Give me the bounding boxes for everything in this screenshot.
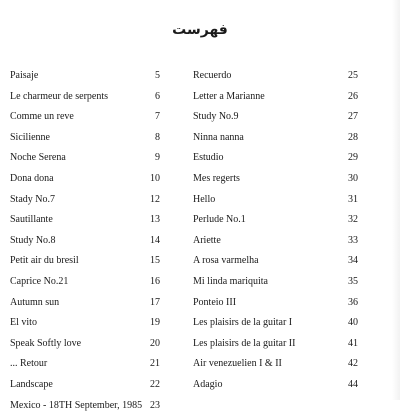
toc-entry-title: Recuerdo	[193, 66, 231, 87]
toc-entry-title: Caprice No.21	[10, 272, 68, 293]
toc-entry	[10, 293, 160, 314]
toc-entry-page: 17	[150, 293, 160, 314]
toc-entry-title: El vito	[10, 313, 37, 334]
toc-entry-page: 32	[348, 210, 358, 231]
toc-entry	[10, 107, 160, 128]
toc-entry	[193, 334, 358, 355]
toc-entry	[193, 375, 358, 396]
toc-entry-title: Estudio	[193, 148, 224, 169]
toc-entry	[10, 128, 160, 149]
toc-entry-page: 16	[150, 272, 160, 293]
toc-entry-page: 20	[150, 334, 160, 355]
toc-entry	[10, 190, 160, 211]
toc-entry-page: 44	[348, 375, 358, 396]
toc-entry	[10, 334, 160, 355]
toc-entry-title: Mexico - 18TH September, 1985	[10, 396, 142, 416]
toc-entry	[193, 354, 358, 375]
toc-entry	[10, 66, 160, 87]
toc-entry-title: Speak Softly love	[10, 334, 81, 355]
toc-entry	[193, 169, 358, 190]
toc-entry-page: 29	[348, 148, 358, 169]
toc-entry-page: 28	[348, 128, 358, 149]
toc-entry	[193, 313, 358, 334]
toc-right-column	[193, 66, 358, 396]
toc-entry-title: Mes regerts	[193, 169, 240, 190]
toc-entry-page: 35	[348, 272, 358, 293]
toc-entry-title: Les plaisirs de la guitar II	[193, 334, 295, 355]
toc-entry	[193, 66, 358, 87]
toc-entry	[10, 375, 160, 396]
toc-entry-title: Petit air du bresil	[10, 251, 79, 272]
toc-entry	[10, 87, 160, 108]
toc-entry-title: Les plaisirs de la guitar I	[193, 313, 292, 334]
toc-entry-title: Stady No.7	[10, 190, 55, 211]
toc-entry-page: 25	[348, 66, 358, 87]
toc-entry-title: ... Retour	[10, 354, 47, 375]
toc-entry	[10, 231, 160, 252]
page-edge-shadow	[392, 0, 400, 400]
toc-entry	[10, 210, 160, 231]
toc-entry-page: 22	[150, 375, 160, 396]
toc-entry-page: 27	[348, 107, 358, 128]
toc-entry-title: Adagio	[193, 375, 222, 396]
toc-entry	[193, 190, 358, 211]
toc-entry-page: 31	[348, 190, 358, 211]
toc-entry-page: 36	[348, 293, 358, 314]
toc-entry-title: Autumn sun	[10, 293, 59, 314]
toc-entry	[193, 272, 358, 293]
toc-entry	[193, 148, 358, 169]
toc-entry-page: 14	[150, 231, 160, 252]
toc-entry-title: A rosa varmelha	[193, 251, 259, 272]
toc-entry-page: 23	[150, 396, 160, 416]
toc-entry-page: 7	[155, 107, 160, 128]
toc-entry-page: 33	[348, 231, 358, 252]
toc-entry-title: Comme un reve	[10, 107, 74, 128]
toc-entry-page: 19	[150, 313, 160, 334]
toc-entry-title: Ponteio III	[193, 293, 236, 314]
toc-entry-title: Perlude No.1	[193, 210, 246, 231]
toc-entry	[10, 148, 160, 169]
toc-entry	[193, 231, 358, 252]
toc-entry	[10, 396, 160, 416]
toc-entry-title: Le charmeur de serpents	[10, 87, 108, 108]
toc-entry-title: Ariette	[193, 231, 221, 252]
toc-entry-page: 42	[348, 354, 358, 375]
toc-entry	[10, 272, 160, 293]
toc-entry-page: 12	[150, 190, 160, 211]
toc-entry	[10, 169, 160, 190]
toc-entry-page: 21	[150, 354, 160, 375]
toc-entry-title: Paisaje	[10, 66, 38, 87]
toc-entry-title: Sicilienne	[10, 128, 50, 149]
toc-entry-title: Noche Serena	[10, 148, 66, 169]
page-title: فهرست	[0, 22, 400, 38]
toc-entry-title: Study No.8	[10, 231, 56, 252]
toc-entry	[193, 107, 358, 128]
toc-entry-title: Study No.9	[193, 107, 239, 128]
toc-left-column	[10, 66, 160, 416]
toc-entry-title: Letter a Marianne	[193, 87, 265, 108]
toc-entry	[193, 293, 358, 314]
toc-entry-page: 8	[155, 128, 160, 149]
toc-entry-title: Sautillante	[10, 210, 53, 231]
toc-entry	[10, 313, 160, 334]
toc-entry	[10, 354, 160, 375]
toc-entry-title: Landscape	[10, 375, 53, 396]
toc-entry-page: 10	[150, 169, 160, 190]
toc-entry-page: 40	[348, 313, 358, 334]
toc-entry-title: Air venezuelien I & II	[193, 354, 282, 375]
toc-entry-title: Hello	[193, 190, 215, 211]
toc-entry	[10, 251, 160, 272]
toc-entry	[193, 251, 358, 272]
toc-entry-page: 15	[150, 251, 160, 272]
toc-entry-title: Ninna nanna	[193, 128, 244, 149]
toc-entry-page: 6	[155, 87, 160, 108]
toc-entry-page: 13	[150, 210, 160, 231]
toc-entry-page: 34	[348, 251, 358, 272]
toc-entry-page: 9	[155, 148, 160, 169]
toc-entry	[193, 128, 358, 149]
toc-entry-page: 30	[348, 169, 358, 190]
toc-entry-title: Mi linda mariquita	[193, 272, 268, 293]
toc-entry	[193, 87, 358, 108]
toc-entry-title: Dona dona	[10, 169, 54, 190]
toc-entry-page: 5	[155, 66, 160, 87]
toc-entry-page: 26	[348, 87, 358, 108]
toc-entry-page: 41	[348, 334, 358, 355]
toc-entry	[193, 210, 358, 231]
